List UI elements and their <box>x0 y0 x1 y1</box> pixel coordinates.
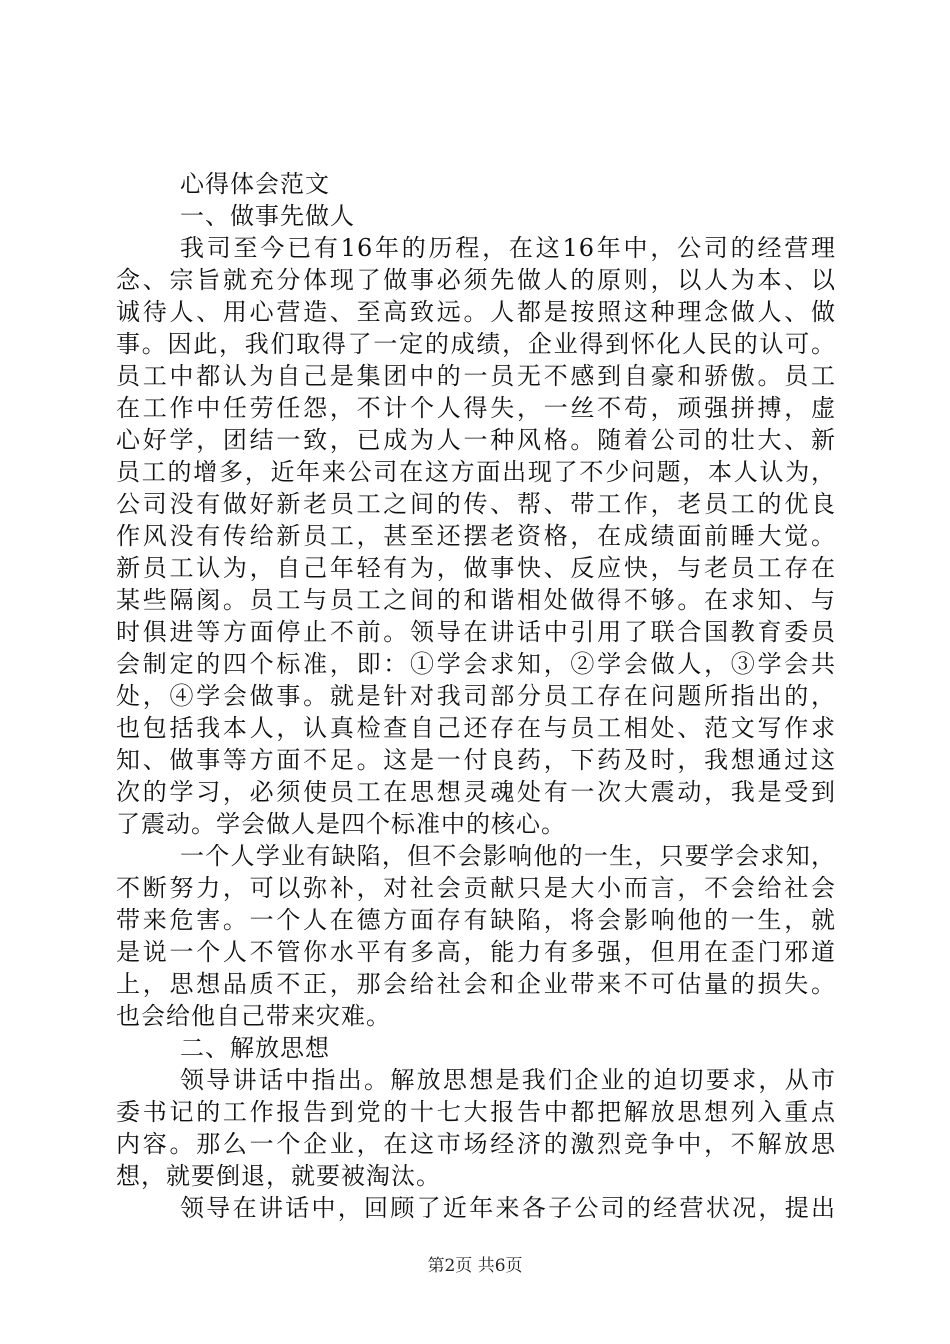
document-title: 心得体会范文 <box>180 170 330 198</box>
section-heading-2: 二、解放思想 <box>180 1034 330 1062</box>
paragraph-line: 公司没有做好新老员工之间的传、帮、带工作，老员工的优良 <box>116 490 836 518</box>
paragraph-line: 内容。那么一个企业，在这市场经济的激烈竞争中，不解放思 <box>116 1130 836 1158</box>
paragraph-line: 一个人学业有缺陷，但不会影响他的一生，只要学会求知， <box>180 842 836 870</box>
paragraph-line: 念、宗旨就充分体现了做事必须先做人的原则，以人为本、以 <box>116 266 836 294</box>
page-footer <box>0 1255 950 1277</box>
paragraph-line: 带来危害。一个人在德方面存有缺陷，将会影响他的一生，就 <box>116 906 836 934</box>
paragraph-line: 员工中都认为自己是集团中的一员无不感到自豪和骄傲。员工 <box>116 362 836 390</box>
paragraph-line: 时俱进等方面停止不前。领导在讲话中引用了联合国教育委员 <box>116 618 836 646</box>
page-number: 第2页 共6页 <box>427 1256 523 1276</box>
paragraph-line: 作风没有传给新员工，甚至还摆老资格，在成绩面前睡大觉。 <box>116 522 836 550</box>
paragraph-line: 诚待人、用心营造、至高致远。人都是按照这种理念做人、做 <box>116 298 836 326</box>
paragraph-line: 我司至今已有16年的历程，在这16年中，公司的经营理 <box>180 234 836 262</box>
paragraph-line: 会制定的四个标准，即：①学会求知，②学会做人，③学会共 <box>116 650 836 678</box>
paragraph-line: 事。因此，我们取得了一定的成绩，企业得到怀化人民的认可。 <box>116 330 836 358</box>
paragraph-line: 领导在讲话中，回顾了近年来各子公司的经营状况，提出 <box>180 1194 836 1222</box>
paragraph-line: 是说一个人不管你水平有多高，能力有多强，但用在歪门邪道 <box>116 938 836 966</box>
paragraph-line: 心好学，团结一致，已成为人一种风格。随着公司的壮大、新 <box>116 426 836 454</box>
paragraph-line: 员工的增多，近年来公司在这方面出现了不少问题，本人认为， <box>116 458 836 486</box>
document-body <box>116 168 836 1224</box>
paragraph-3 <box>116 1064 836 1192</box>
paragraph-line: 委书记的工作报告到党的十七大报告中都把解放思想列入重点 <box>116 1098 836 1126</box>
paragraph-line: 也包括我本人，认真检查自己还存在与员工相处、范文写作求 <box>116 714 836 742</box>
paragraph-4 <box>116 1192 836 1224</box>
paragraph-line: 也会给他自己带来灾难。 <box>116 1002 391 1030</box>
paragraph-line: 领导讲话中指出。解放思想是我们企业的迫切要求，从市 <box>180 1066 836 1094</box>
paragraph-line: 处，④学会做事。就是针对我司部分员工存在问题所指出的， <box>116 682 836 710</box>
paragraph-line: 了震动。学会做人是四个标准中的核心。 <box>116 810 566 838</box>
paragraph-line: 在工作中任劳任怨，不计个人得失，一丝不苟，顽强拼搏，虚 <box>116 394 836 422</box>
paragraph-line: 想，就要倒退，就要被淘汰。 <box>116 1162 441 1190</box>
paragraph-2 <box>116 840 836 1032</box>
paragraph-line: 新员工认为，自己年轻有为，做事快、反应快，与老员工存在 <box>116 554 836 582</box>
paragraph-1 <box>116 232 836 840</box>
section-heading-1: 一、做事先做人 <box>180 202 355 230</box>
paragraph-line: 某些隔阂。员工与员工之间的和谐相处做得不够。在求知、与 <box>116 586 836 614</box>
paragraph-line: 次的学习，必须使员工在思想灵魂处有一次大震动，我是受到 <box>116 778 836 806</box>
paragraph-line: 不断努力，可以弥补，对社会贡献只是大小而言，不会给社会 <box>116 874 836 902</box>
paragraph-line: 知、做事等方面不足。这是一付良药，下药及时，我想通过这 <box>116 746 836 774</box>
paragraph-line: 上，思想品质不正，那会给社会和企业带来不可估量的损失。 <box>116 970 836 998</box>
